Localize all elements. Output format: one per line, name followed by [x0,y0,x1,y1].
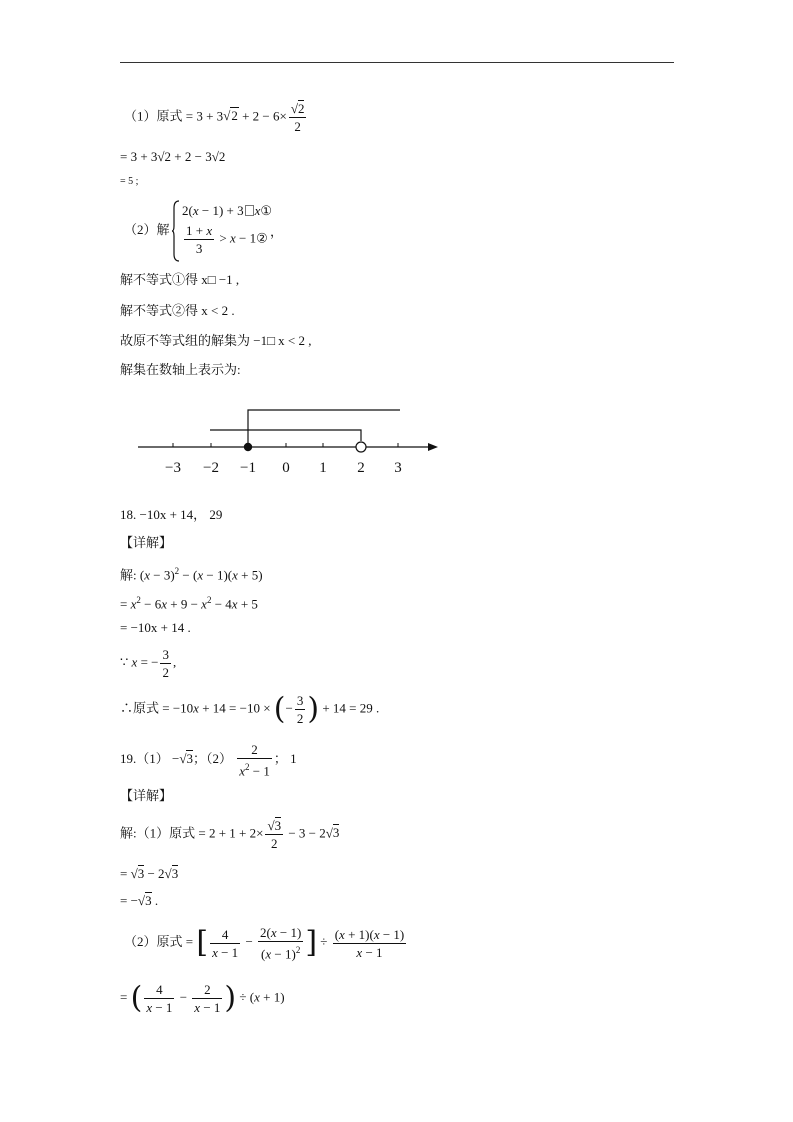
q19-line4: （2）原式 = [ $\frac{4}{x - 1}$ − $\frac{2(x - 1)}{(x - 1)^2}$ ] ÷ $\frac{(x + 1)(x - 1)}{x - 1}$ [124,925,405,962]
q17-p1-line2: = 3 + 3√2 + 2 − 3√2 [120,149,226,164]
q18-line5: ∴原式 = −10x + 14 = −10 × (− $\frac{3}{2}$ ) + 14 = 29 . [120,691,380,727]
open-point-2 [356,442,366,452]
ineq2: 解不等式②得 x < 2 . [120,303,235,318]
q17-p1-line1: （1）原式 = 3 + 3√2 + 2 − 6× $\frac{√2}{2}$ [124,101,305,134]
q18-line3: = −10x + 14 . [120,620,191,635]
sys-eq1: 2(x − 1) + 3 x① [182,203,273,218]
tick-label: 3 [394,460,402,476]
tick-label: 2 [357,460,365,476]
q19-line3: = −√3 . [120,893,159,908]
solid-point-neg1 [244,443,252,451]
sys-eq2: $\frac{1 + x}{3}$ > x − 1② [186,223,268,256]
q18-line4: ∵ x = − $\frac{3}{2}$ , [120,647,177,680]
tick-label: −2 [203,460,219,476]
q18-line2: = $x^2 - 6x + 9 - x^2 - 4x + 5$ [120,595,258,612]
range-x-lt-2 [210,430,361,441]
q18-detail: 【详解】 [120,535,173,550]
range-x-geq-neg1 [248,410,400,447]
sys-tail: ， [270,224,284,239]
ineq1: 解不等式①得 x□ −1 , [120,272,240,287]
number-line [130,400,450,480]
q19-line5: = ( $\frac{4}{x - 1}$ − $\frac{2}{x - 1}$ ) ÷ (x + 1) [120,980,285,1016]
header-rule [120,62,674,63]
solution-set: 故原不等式组的解集为 −1□ x < 2 , [120,333,312,348]
system-brace [172,200,180,262]
q19-line1: 解:（1）原式 = 2 + 1 + 2× $\frac{√3}{2}$ − 3 − 2√3 [120,818,340,851]
axis-intro: 解集在数轴上表示为: [120,362,241,377]
tick-label: −3 [165,460,181,476]
q19-detail: 【详解】 [120,788,173,803]
axis-arrow [428,443,438,451]
q17-p2-label: （2）解 [124,222,170,237]
q18-line1: 解: $(x - 3)^2 - (x - 1)(x + 5)$ [120,566,263,583]
tick-label: −1 [240,460,256,476]
q19-line2: = √3 − 2√3 [120,866,179,881]
tick-label: 1 [319,460,327,476]
q17-p1-line3: = 5 ; [120,176,139,187]
q19-header: 19.（1） −√3；（2） $\frac{2}{x^2 - 1}$ ； 1 [120,742,297,779]
tick-label: 0 [282,460,290,476]
q18-header: 18. −10x + 14， 29 [120,507,223,522]
